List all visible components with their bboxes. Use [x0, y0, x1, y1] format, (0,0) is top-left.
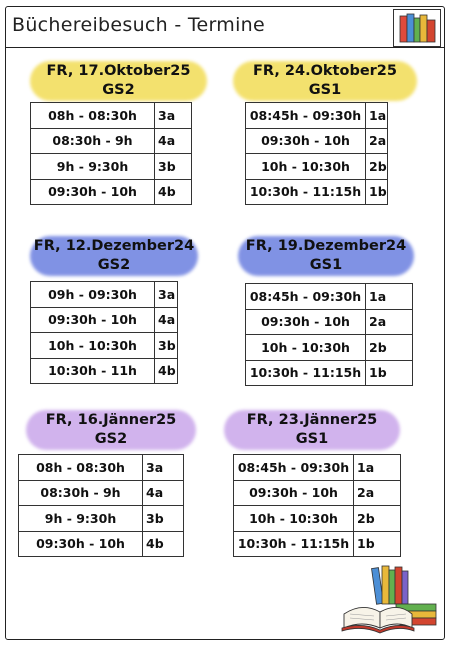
table-row	[31, 358, 178, 384]
date-banner	[233, 57, 417, 103]
time-cell: 08h - 08:30h	[19, 455, 143, 481]
schedule-table	[30, 281, 178, 384]
books-illustration-icon	[340, 562, 440, 634]
schedule-block	[238, 232, 414, 278]
class-cell: 1b	[366, 179, 388, 205]
table-row	[246, 154, 388, 180]
schedule-table	[245, 102, 388, 205]
table-row	[246, 284, 413, 310]
table-row	[234, 531, 401, 557]
time-cell: 9h - 9:30h	[19, 506, 143, 532]
schedule-block	[224, 406, 400, 452]
class-cell: 2b	[354, 506, 401, 532]
banner-date: FR, 23.Jänner25	[246, 412, 378, 428]
time-cell: 08:30h - 9h	[31, 128, 155, 154]
time-cell: 08h - 08:30h	[31, 103, 155, 129]
banner-date: FR, 17.Oktober25	[46, 63, 191, 79]
date-banner	[30, 57, 207, 103]
banner-date: FR, 12.Dezember24	[33, 238, 195, 254]
class-cell: 1b	[354, 531, 401, 557]
table-row	[234, 480, 401, 506]
class-cell: 3b	[155, 154, 192, 180]
class-cell: 2b	[366, 154, 388, 180]
class-cell: 3a	[155, 103, 192, 129]
time-cell: 09:30h - 10h	[31, 179, 155, 205]
schedule-block	[233, 57, 417, 103]
time-cell: 10h - 10:30h	[246, 335, 366, 361]
table-row	[246, 309, 413, 335]
banner-group: GS2	[94, 431, 128, 447]
table-row	[19, 531, 184, 557]
schedule-block	[30, 57, 207, 103]
class-cell: 3a	[143, 455, 184, 481]
class-cell: 4b	[155, 358, 178, 384]
schedule-table	[18, 454, 184, 557]
time-cell: 08:30h - 9h	[19, 480, 143, 506]
table-row	[31, 103, 192, 129]
schedule-block	[26, 406, 196, 452]
time-cell: 08:45h - 09:30h	[246, 284, 366, 310]
time-cell: 09:30h - 10h	[19, 531, 143, 557]
banner-group: GS1	[309, 257, 343, 273]
table-row	[234, 506, 401, 532]
table-row	[19, 480, 184, 506]
table-row	[31, 128, 192, 154]
table-row	[246, 360, 413, 386]
time-cell: 08:45h - 09:30h	[234, 455, 354, 481]
banner-group: GS2	[97, 257, 131, 273]
table-row	[234, 455, 401, 481]
time-cell: 9h - 9:30h	[31, 154, 155, 180]
time-cell: 10h - 10:30h	[31, 333, 155, 359]
table-row	[31, 282, 178, 308]
time-cell: 09:30h - 10h	[246, 128, 366, 154]
time-cell: 10h - 10:30h	[234, 506, 354, 532]
table-row	[246, 335, 413, 361]
class-cell: 2a	[366, 309, 413, 335]
time-cell: 08:45h - 09:30h	[246, 103, 366, 129]
date-banner	[224, 406, 400, 452]
time-cell: 09:30h - 10h	[246, 309, 366, 335]
time-cell: 09:30h - 10h	[234, 480, 354, 506]
banner-date: FR, 19.Dezember24	[245, 238, 407, 254]
banner-group: GS1	[295, 431, 329, 447]
books-icon	[393, 9, 441, 47]
time-cell: 10:30h - 11h	[31, 358, 155, 384]
table-row	[19, 506, 184, 532]
schedule-table	[245, 283, 413, 386]
time-cell: 10:30h - 11:15h	[234, 531, 354, 557]
class-cell: 1a	[366, 284, 413, 310]
class-cell: 1b	[366, 360, 413, 386]
schedule-table	[30, 102, 192, 205]
class-cell: 4b	[143, 531, 184, 557]
time-cell: 09:30h - 10h	[31, 307, 155, 333]
class-cell: 4a	[155, 307, 178, 333]
table-row	[31, 154, 192, 180]
schedule-block	[30, 232, 198, 278]
class-cell: 1a	[366, 103, 388, 129]
banner-date: FR, 24.Oktober25	[253, 63, 397, 79]
class-cell: 2a	[354, 480, 401, 506]
time-cell: 10h - 10:30h	[246, 154, 366, 180]
class-cell: 3a	[155, 282, 178, 308]
header-divider	[5, 47, 445, 48]
date-banner	[26, 406, 196, 452]
time-cell: 10:30h - 11:15h	[246, 179, 366, 205]
page-title: Büchereibesuch - Termine	[12, 14, 265, 36]
table-row	[246, 128, 388, 154]
class-cell: 3b	[143, 506, 184, 532]
table-row	[246, 103, 388, 129]
table-row	[19, 455, 184, 481]
class-cell: 4a	[143, 480, 184, 506]
class-cell: 1a	[354, 455, 401, 481]
class-cell: 4a	[155, 128, 192, 154]
time-cell: 10:30h - 11:15h	[246, 360, 366, 386]
banner-date: FR, 16.Jänner25	[45, 412, 177, 428]
class-cell: 4b	[155, 179, 192, 205]
class-cell: 2a	[366, 128, 388, 154]
banner-group: GS1	[308, 82, 342, 98]
date-banner	[30, 232, 198, 278]
table-row	[246, 179, 388, 205]
table-row	[31, 333, 178, 359]
schedule-table	[233, 454, 401, 557]
date-banner	[238, 232, 414, 278]
time-cell: 09h - 09:30h	[31, 282, 155, 308]
class-cell: 3b	[155, 333, 178, 359]
table-row	[31, 307, 178, 333]
class-cell: 2b	[366, 335, 413, 361]
table-row	[31, 179, 192, 205]
banner-group: GS2	[102, 82, 135, 98]
